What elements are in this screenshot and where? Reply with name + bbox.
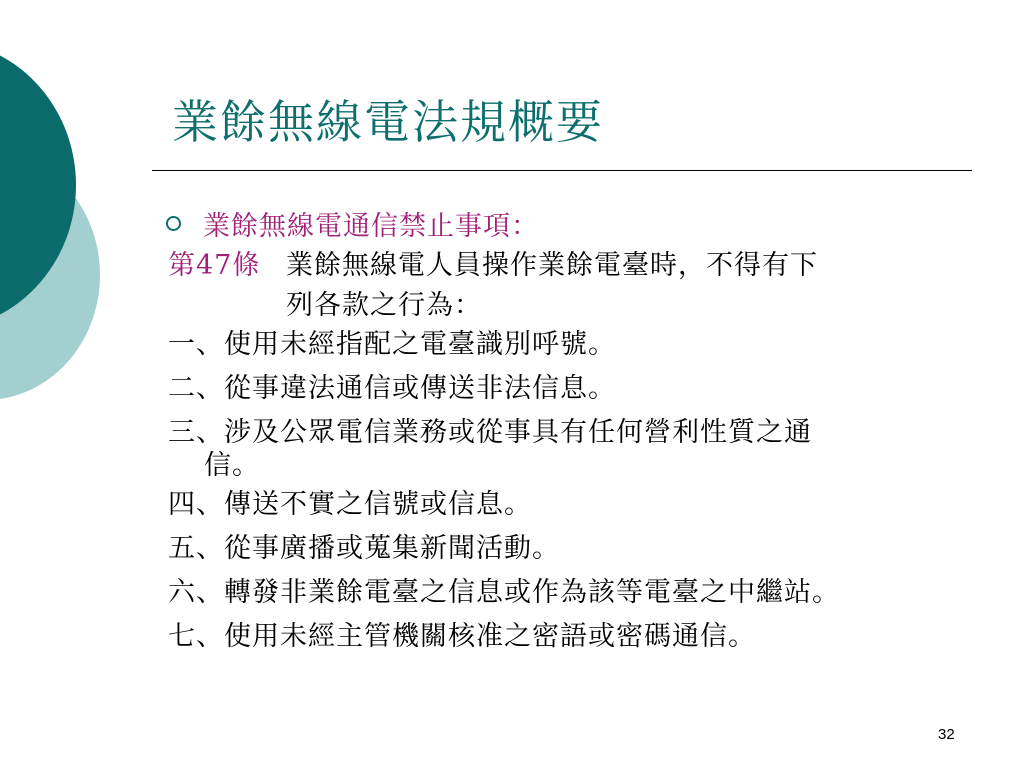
list-item: [168, 486, 988, 524]
article-paragraph: [168, 246, 988, 326]
bullet-heading: [166, 204, 539, 242]
list-item: [168, 574, 988, 612]
article-line: 列各款之行為：: [286, 290, 482, 321]
list-item-text: 七、使用未經主管機關核准之密語或密碼通信。: [168, 621, 756, 652]
list-item: [168, 530, 988, 568]
article-text: [286, 246, 818, 326]
list-item-text: 四、傳送不實之信號或信息。: [168, 489, 532, 520]
list-item: [168, 414, 988, 480]
list-item: [168, 370, 988, 408]
list-item-text: 六、轉發非業餘電臺之信息或作為該等電臺之中繼站。: [168, 577, 840, 608]
prohibited-items-list: [168, 326, 988, 656]
slide-title: 業餘無線電法規概要: [172, 95, 604, 149]
list-item: [168, 326, 988, 364]
article-line: 業餘無線電人員操作業餘電臺時，不得有下: [286, 250, 818, 281]
hollow-circle-bullet-icon: [166, 216, 181, 231]
list-item-continuation: 信。: [204, 450, 260, 481]
title-divider: [152, 170, 972, 171]
list-item: [168, 618, 988, 656]
list-item-text: 二、從事違法通信或傳送非法信息。: [168, 373, 616, 404]
slide-body: [168, 246, 988, 662]
list-item-text: 五、從事廣播或蒐集新聞活動。: [168, 533, 560, 564]
article-label: 第47條: [168, 250, 261, 281]
list-item-text: 一、使用未經指配之電臺識別呼號。: [168, 329, 616, 360]
list-item-text: 三、涉及公眾電信業務或從事具有任何營利性質之通: [168, 417, 812, 448]
bullet-heading-text: 業餘無線電通信禁止事項：: [203, 210, 539, 242]
page-number: 32: [938, 726, 955, 743]
